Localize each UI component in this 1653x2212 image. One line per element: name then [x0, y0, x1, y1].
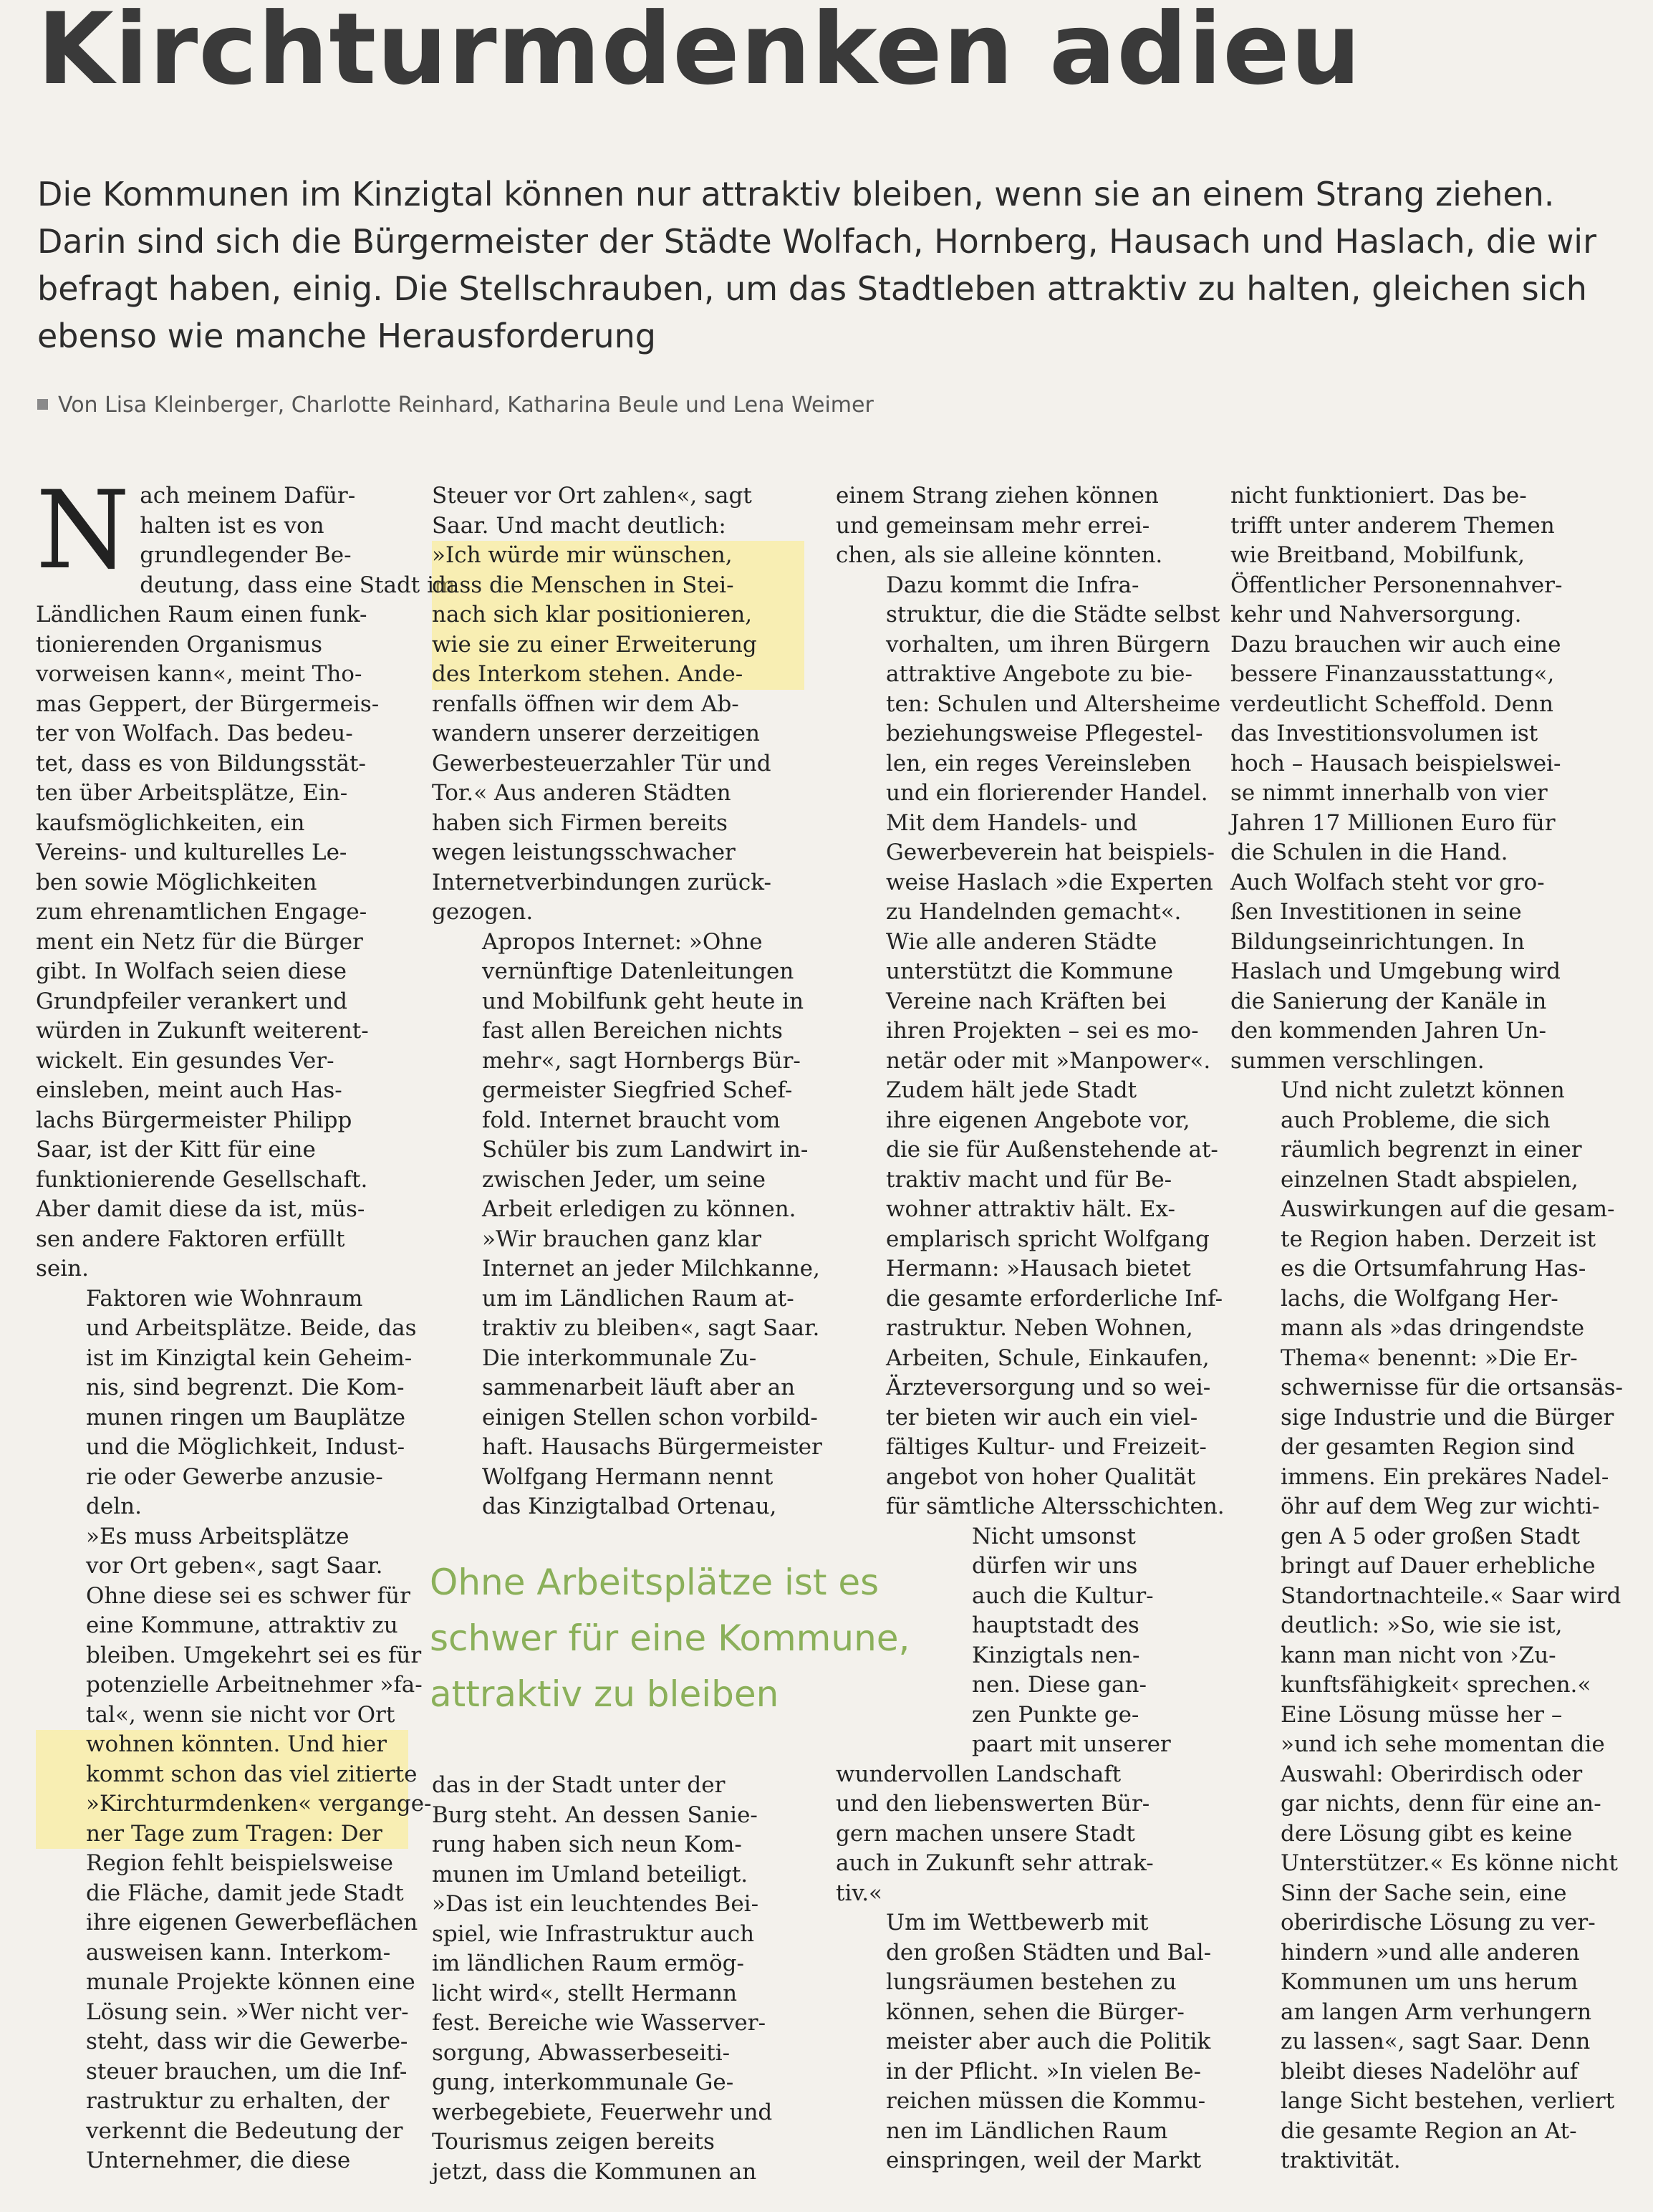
text-line: traktivität.: [1281, 2148, 1401, 2173]
text-line: auch Probleme, die sich: [1281, 1107, 1551, 1133]
col2-paragraph-4: [432, 1771, 772, 2187]
text-line: Dazu brauchen wir auch eine: [1230, 631, 1561, 658]
text-line: zum ehrenamtlichen Engage-: [36, 899, 367, 925]
text-line: würden in Zukunft weiterent-: [36, 1018, 369, 1044]
text-line: die sie für Außenstehende at-: [886, 1137, 1218, 1163]
text-line: dere Lösung gibt es keine: [1281, 1820, 1573, 1847]
text-line: licht wird«, stellt Hermann: [432, 1980, 738, 2006]
text-line: kommt schon das viel zitierte: [36, 1760, 408, 1790]
text-line: unterstützt die Kommune: [886, 958, 1174, 984]
text-line: haben sich Firmen bereits: [432, 809, 728, 836]
text-line: fast allen Bereichen nichts: [482, 1018, 783, 1044]
text-line: ben sowie Möglichkeiten: [36, 869, 317, 895]
text-line: des Interkom stehen. Ande-: [432, 660, 804, 690]
text-line: dürfen wir uns: [972, 1553, 1138, 1579]
text-line: tet, dass es von Bildungsstät-: [36, 750, 366, 776]
text-line: sorgung, Abwasserbeseiti-: [432, 2039, 731, 2066]
text-line: den kommenden Jahren Un-: [1230, 1018, 1546, 1044]
text-line: Kinzigtals nen-: [972, 1642, 1140, 1668]
text-line: Ärzteversorgung und so wei-: [886, 1375, 1211, 1400]
col2-paragraph-2: [432, 928, 820, 1344]
text-line: Aber damit diese da ist, müs-: [36, 1196, 365, 1222]
col3-paragraph-4: [836, 1076, 1225, 1522]
text-line: dass die Menschen in Stei-: [432, 571, 804, 601]
text-line: attraktiv zu bleiben: [430, 1673, 779, 1715]
text-line: Standortnachteile.« Saar wird: [1281, 1582, 1621, 1609]
text-line: die gesamte Region an At-: [1281, 2117, 1577, 2144]
text-line: Ohne diese sei es schwer für: [86, 1582, 410, 1609]
text-line: Auch Wolfach steht vor gro-: [1230, 869, 1545, 895]
text-line: »Wir brauchen ganz klar: [482, 1226, 761, 1252]
text-line: kann man nicht von ›Zu-: [1281, 1642, 1556, 1668]
text-line: räumlich begrenzt in einer: [1281, 1137, 1582, 1163]
col4-paragraph-1: [1230, 481, 1603, 1076]
text-line: und ein florierender Handel.: [886, 780, 1208, 806]
text-line: chen, als sie alleine könnten.: [836, 542, 1163, 568]
text-line: werbegebiete, Feuerwehr und: [432, 2099, 773, 2125]
text-line: nen. Diese gan-: [972, 1672, 1147, 1698]
text-line: nach sich klar positionieren,: [432, 600, 804, 630]
text-line: ter bieten wir auch ein viel-: [886, 1404, 1198, 1430]
text-line: nis, sind begrenzt. Die Kom-: [86, 1375, 405, 1400]
text-line: beziehungsweise Pflegestel-: [886, 721, 1203, 746]
text-line: wohnen könnten. Und hier: [36, 1730, 408, 1760]
text-line: zu lassen«, sagt Saar. Denn: [1281, 2029, 1591, 2054]
text-line: sammenarbeit läuft aber an: [482, 1375, 796, 1400]
text-line: Vereins- und kulturelles Le-: [36, 840, 347, 865]
text-line: emplarisch spricht Wolfgang: [886, 1226, 1210, 1252]
text-line: auch die Kultur-: [972, 1582, 1154, 1609]
text-line: grundlegender Be-: [140, 542, 352, 568]
text-line: gezogen.: [432, 899, 534, 925]
text-line: wie sie zu einer Erweiterung: [432, 630, 804, 660]
text-line: den großen Städten und Bal-: [886, 1939, 1212, 1966]
text-line: angebot von hoher Qualität: [886, 1463, 1196, 1490]
text-line: ner Tage zum Tragen: Der: [36, 1819, 408, 1850]
text-line: nen im Ländlichen Raum: [886, 2117, 1168, 2144]
text-line: und die Möglichkeit, Indust-: [86, 1434, 405, 1460]
text-line: attraktive Angebote zu bie-: [886, 661, 1193, 687]
text-line: Gewerbeverein hat beispiels-: [886, 840, 1215, 865]
text-line: deutlich: »So, wie sie ist,: [1281, 1612, 1563, 1638]
text-line: die Fläche, damit jede Stadt: [86, 1880, 404, 1906]
text-line: bleibt dieses Nadelöhr auf: [1281, 2058, 1579, 2084]
text-line: wickelt. Ein gesundes Ver-: [36, 1047, 334, 1074]
text-line: se nimmt innerhalb von vier: [1230, 780, 1548, 806]
text-line: gar nichts, denn für eine an-: [1281, 1791, 1601, 1817]
text-line: ihre eigenen Angebote vor,: [886, 1107, 1190, 1133]
text-line: oberirdische Lösung zu ver-: [1281, 1910, 1596, 1936]
text-line: Steuer vor Ort zahlen«, sagt: [432, 483, 752, 509]
text-line: te Region haben. Derzeit ist: [1281, 1226, 1596, 1252]
text-line: tal«, wenn sie nicht vor Ort: [86, 1701, 395, 1728]
text-line: Ländlichen Raum einen funk-: [36, 602, 367, 627]
text-line: einsleben, meint auch Has-: [36, 1077, 342, 1103]
col2-paragraph-3: [432, 1344, 822, 1522]
text-line: »Kirchturmdenken« vergange-: [36, 1789, 408, 1819]
text-line: für sämtliche Altersschichten.: [886, 1494, 1225, 1519]
text-line: ßen Investitionen in seine: [1230, 899, 1522, 925]
text-line: ach meinem Dafür-: [140, 483, 356, 509]
text-line: sen andere Faktoren erfüllt: [36, 1226, 345, 1252]
text-line: haft. Hausachs Bürgermeister: [482, 1434, 822, 1460]
text-line: netär oder mit »Manpower«.: [886, 1047, 1211, 1074]
text-line: mas Geppert, der Bürgermeis-: [36, 691, 380, 717]
text-line: Region fehlt beispielsweise: [86, 1850, 393, 1876]
text-line: Dazu kommt die Infra-: [886, 572, 1139, 598]
text-line: zwischen Jeder, um seine: [482, 1166, 766, 1193]
col3-paragraph-3: [836, 809, 1215, 1077]
text-line: die Schulen in die Hand.: [1230, 840, 1508, 865]
col3-paragraph-2: [836, 571, 1221, 809]
text-line: eine Kommune, attraktiv zu: [86, 1612, 398, 1638]
text-line: Arbeit erledigen zu können.: [482, 1196, 796, 1222]
text-line: einem Strang ziehen können: [836, 483, 1159, 509]
column-1: [36, 468, 456, 2176]
text-line: Sinn der Sache sein, eine: [1281, 1880, 1567, 1906]
text-line: nicht funktioniert. Das be-: [1230, 483, 1527, 509]
text-line: munale Projekte können eine: [86, 1969, 415, 1995]
column-4: [1230, 481, 1623, 2176]
text-line: halten ist es von: [140, 512, 324, 539]
text-line: in der Pflicht. »In vielen Be-: [886, 2058, 1202, 2084]
text-line: munen ringen um Bauplätze: [86, 1404, 406, 1430]
text-line: das in der Stadt unter der: [432, 1772, 726, 1798]
text-line: um im Ländlichen Raum at-: [482, 1285, 794, 1312]
text-line: verkennt die Bedeutung der: [86, 2117, 403, 2144]
text-line: ten: Schulen und Altersheime: [886, 691, 1221, 717]
col3-paragraph-7: [836, 1908, 1212, 2176]
text-line: wegen leistungsschwacher: [432, 840, 736, 865]
text-line: rastruktur. Neben Wohnen,: [886, 1315, 1193, 1341]
text-line: Und nicht zuletzt können: [1281, 1077, 1565, 1103]
text-line: Öffentlicher Personennahver-: [1230, 572, 1563, 598]
text-line: Auswirkungen auf die gesam-: [1281, 1196, 1615, 1222]
text-line: funktionierende Gesellschaft.: [36, 1166, 368, 1193]
text-line: »Ich würde mir wünschen,: [432, 541, 804, 571]
col4-paragraph-2: [1230, 1076, 1623, 2176]
text-line: immens. Ein prekäres Nadel-: [1281, 1463, 1609, 1490]
text-line: schwernisse für die ortsansäs-: [1281, 1375, 1623, 1400]
text-line: die Sanierung der Kanäle in: [1230, 988, 1547, 1014]
text-line: Hermann: »Hausach bietet: [886, 1256, 1191, 1281]
text-line: rie oder Gewerbe anzusie-: [86, 1463, 383, 1490]
text-line: einzelnen Stadt abspielen,: [1281, 1166, 1579, 1193]
text-line: Faktoren wie Wohnraum: [86, 1285, 363, 1312]
text-line: der gesamten Region sind: [1281, 1434, 1576, 1460]
col2-paragraph-1: [432, 481, 804, 928]
text-line: das Investitionsvolumen ist: [1230, 721, 1538, 746]
text-line: summen verschlingen.: [1230, 1047, 1485, 1074]
text-line: fältiges Kultur- und Freizeit-: [886, 1434, 1207, 1460]
text-line: können, sehen die Bürger-: [886, 1999, 1185, 2025]
drop-cap: N: [36, 468, 130, 593]
text-line: Burg steht. An dessen Sanie-: [432, 1802, 758, 1828]
column-3: [836, 481, 1225, 2176]
text-line: kaufsmöglichkeiten, ein: [36, 809, 305, 836]
text-line: hauptstadt des: [972, 1612, 1139, 1638]
text-line: Jahren 17 Millionen Euro für: [1230, 809, 1556, 836]
text-line: zu Handelnden gemacht«.: [886, 899, 1182, 925]
text-line: »Es muss Arbeitsplätze: [86, 1523, 350, 1549]
headline: Kirchturmdenken adieu: [37, 0, 1362, 107]
text-line: Eine Lösung müsse her –: [1281, 1701, 1563, 1728]
text-line: gibt. In Wolfach seien diese: [36, 958, 347, 984]
text-line: Internet an jeder Milchkanne,: [482, 1256, 820, 1281]
text-line: Unterstützer.« Es könne nicht: [1281, 1850, 1618, 1876]
text-line: steuer brauchen, um die Inf-: [86, 2058, 408, 2084]
text-line: vorweisen kann«, meint Tho-: [36, 661, 362, 687]
text-line: die gesamte erforderliche Inf-: [886, 1285, 1223, 1312]
text-line: wohner attraktiv hält. Ex-: [886, 1196, 1175, 1222]
text-line: und gemeinsam mehr errei-: [836, 512, 1150, 539]
col1-paragraph-1: [36, 468, 456, 1284]
text-line: spiel, wie Infrastruktur auch: [432, 1920, 755, 1947]
text-line: Haslach und Umgebung wird: [1230, 958, 1561, 984]
text-line: das Kinzigtalbad Ortenau,: [482, 1494, 777, 1519]
text-line: sein.: [36, 1256, 89, 1281]
text-line: Kommunen um uns herum: [1281, 1969, 1579, 1995]
byline: [37, 393, 874, 418]
text-line: weise Haslach »die Experten: [886, 869, 1213, 895]
text-line: wundervollen Landschaft: [836, 1761, 1122, 1787]
byline-square-icon: [37, 399, 48, 410]
text-line: ihren Projekten – sei es mo-: [886, 1018, 1199, 1044]
text-line: es die Ortsumfahrung Has-: [1281, 1256, 1586, 1281]
text-line: mann als »das dringendste: [1281, 1315, 1585, 1341]
col3-paragraph-6: [836, 1760, 1208, 1909]
text-line: jetzt, dass die Kommunen an: [432, 2158, 757, 2185]
text-line: gern machen unsere Stadt: [836, 1820, 1135, 1847]
text-line: trifft unter anderem Themen: [1230, 512, 1555, 539]
col3-paragraph-1: [836, 481, 1208, 571]
text-line: traktiv zu bleiben«, sagt Saar.: [482, 1315, 820, 1341]
text-line: Bildungseinrichtungen. In: [1230, 928, 1525, 955]
text-line: Saar. Und macht deutlich:: [432, 512, 726, 539]
text-line: reichen müssen die Kommu-: [886, 2088, 1206, 2114]
text-line: struktur, die die Städte selbst: [886, 602, 1220, 627]
text-line: Ohne Arbeitsplätze ist es: [430, 1562, 879, 1603]
text-line: ist im Kinzigtal kein Geheim-: [86, 1345, 413, 1371]
text-line: hindern »und alle anderen: [1281, 1939, 1580, 1966]
text-line: und Arbeitsplätze. Beide, das: [86, 1315, 417, 1341]
text-line: vernünftige Datenleitungen: [482, 958, 794, 984]
text-line: germeister Siegfried Schef-: [482, 1077, 793, 1103]
text-line: mehr«, sagt Hornbergs Bür-: [482, 1047, 801, 1074]
text-line: potenzielle Arbeitnehmer »fa-: [86, 1672, 423, 1698]
text-line: deln.: [86, 1494, 142, 1519]
text-line: sige Industrie und die Bürger: [1281, 1404, 1614, 1430]
text-line: ter von Wolfach. Das bedeu-: [36, 721, 353, 746]
text-line: meister aber auch die Politik: [886, 2029, 1211, 2054]
text-line: »und ich sehe momentan die: [1281, 1731, 1605, 1757]
text-line: Zudem hält jede Stadt: [886, 1077, 1137, 1103]
text-line: schwer für eine Kommune,: [430, 1617, 910, 1659]
text-line: im ländlichen Raum ermög-: [432, 1951, 744, 1976]
text-line: »Das ist ein leuchtendes Bei-: [432, 1891, 759, 1917]
text-line: Wie alle anderen Städte: [886, 928, 1157, 955]
lead-paragraph: Die Kommunen im Kinzigtal können nur attraktiv bleiben, wenn sie an einem Strang ziehen. Darin sind sich die Bürgermeister der Städte Wolfach, Hornberg, Hausach und Haslach, die wir befragt haben, einig. Die Stellschrauben, um das Stadtleben attraktiv zu halten, gleichen sich ebenso wie manche Herausforderung: [37, 175, 1597, 355]
col1-paragraph-3: [36, 1522, 432, 2176]
text-line: Lösung sein. »Wer nicht ver-: [86, 1999, 409, 2025]
text-line: Mit dem Handels- und: [886, 809, 1138, 836]
text-line: fest. Bereiche wie Wasserver-: [432, 2010, 766, 2036]
text-line: Unternehmer, die diese: [86, 2148, 351, 2173]
text-line: vorhalten, um ihren Bürgern: [886, 631, 1210, 658]
col1-paragraph-2: [36, 1284, 417, 1522]
text-line: wandern unserer derzeitigen: [432, 721, 760, 746]
text-line: einigen Stellen schon vorbild-: [482, 1404, 818, 1430]
text-line: und Mobilfunk geht heute in: [482, 988, 804, 1014]
text-line: renfalls öffnen wir dem Ab-: [432, 691, 739, 717]
byline-text: Von Lisa Kleinberger, Charlotte Reinhard, Katharina Beule und Lena Weimer: [58, 393, 874, 418]
text-line: Nicht umsonst: [972, 1523, 1136, 1549]
text-line: Saar, ist der Kitt für eine: [36, 1137, 316, 1163]
text-line: tionierenden Organismus: [36, 631, 323, 658]
text-line: lachs Bürgermeister Philipp: [36, 1107, 352, 1133]
text-line: paart mit unserer: [972, 1731, 1171, 1757]
text-line: ausweisen kann. Interkom-: [86, 1939, 391, 1966]
text-line: munen im Umland beteiligt.: [432, 1861, 748, 1888]
text-line: steht, dass wir die Gewerbe-: [86, 2029, 408, 2054]
text-line: vor Ort geben«, sagt Saar.: [86, 1553, 383, 1579]
text-line: fold. Internet braucht vom: [482, 1107, 781, 1133]
text-line: lachs, die Wolfgang Her-: [1281, 1285, 1558, 1312]
text-line: lungsräumen bestehen zu: [886, 1969, 1177, 1995]
text-line: Um im Wettbewerb mit: [886, 1910, 1149, 1936]
text-line: Apropos Internet: »Ohne: [482, 928, 763, 955]
text-line: ten über Arbeitsplätze, Ein-: [36, 780, 348, 806]
text-line: rastruktur zu erhalten, der: [86, 2088, 390, 2114]
text-line: und den liebenswerten Bür-: [836, 1791, 1150, 1817]
text-line: Auswahl: Oberirdisch oder: [1281, 1761, 1583, 1787]
text-line: Die interkommunale Zu-: [482, 1345, 757, 1371]
text-line: deutung, dass eine Stadt im: [140, 572, 456, 598]
text-line: Schüler bis zum Landwirt in-: [482, 1137, 809, 1163]
text-line: ihre eigenen Gewerbeflächen: [86, 1910, 418, 1936]
text-line: zen Punkte ge-: [972, 1701, 1139, 1728]
text-line: einspringen, weil der Markt: [886, 2148, 1202, 2173]
text-line: len, ein reges Vereinsleben: [886, 750, 1192, 776]
text-line: Tor.« Aus anderen Städten: [432, 780, 731, 806]
text-line: bessere Finanzausstattung«,: [1230, 661, 1555, 687]
text-line: Internetverbindungen zurück-: [432, 869, 771, 895]
text-line: auch in Zukunft sehr attrak-: [836, 1850, 1154, 1876]
text-line: kehr und Nahversorgung.: [1230, 602, 1522, 627]
text-line: Arbeiten, Schule, Einkaufen,: [886, 1345, 1210, 1371]
text-line: verdeutlicht Scheffold. Denn: [1230, 691, 1553, 717]
pull-quote: [430, 1554, 974, 1722]
text-line: kunftsfähigkeit‹ sprechen.«: [1281, 1672, 1591, 1698]
text-line: hoch – Hausach beispielswei-: [1230, 750, 1561, 776]
text-line: wie Breitband, Mobilfunk,: [1230, 542, 1525, 568]
text-line: öhr auf dem Weg zur wichti-: [1281, 1494, 1600, 1519]
text-line: lange Sicht bestehen, verliert: [1281, 2088, 1615, 2114]
text-line: Tourismus zeigen bereits: [432, 2129, 715, 2155]
text-line: traktiv macht und für Be-: [886, 1166, 1172, 1193]
text-line: gen A 5 oder großen Stadt: [1281, 1523, 1581, 1549]
text-line: am langen Arm verhungern: [1281, 1999, 1592, 2025]
text-line: Grundpfeiler verankert und: [36, 988, 348, 1014]
text-line: tiv.«: [836, 1880, 883, 1906]
text-line: Vereine nach Kräften bei: [886, 988, 1167, 1014]
text-line: rung haben sich neun Kom-: [432, 1832, 742, 1857]
text-line: ment ein Netz für die Bürger: [36, 928, 363, 955]
text-line: bleiben. Umgekehrt sei es für: [86, 1642, 422, 1668]
text-line: bringt auf Dauer erhebliche: [1281, 1553, 1596, 1579]
text-line: Thema« benennt: »Die Er-: [1281, 1345, 1578, 1371]
text-line: Gewerbesteuerzahler Tür und: [432, 750, 771, 776]
text-line: gung, interkommunale Ge-: [432, 2069, 734, 2095]
text-line: Wolfgang Hermann nennt: [482, 1463, 774, 1490]
